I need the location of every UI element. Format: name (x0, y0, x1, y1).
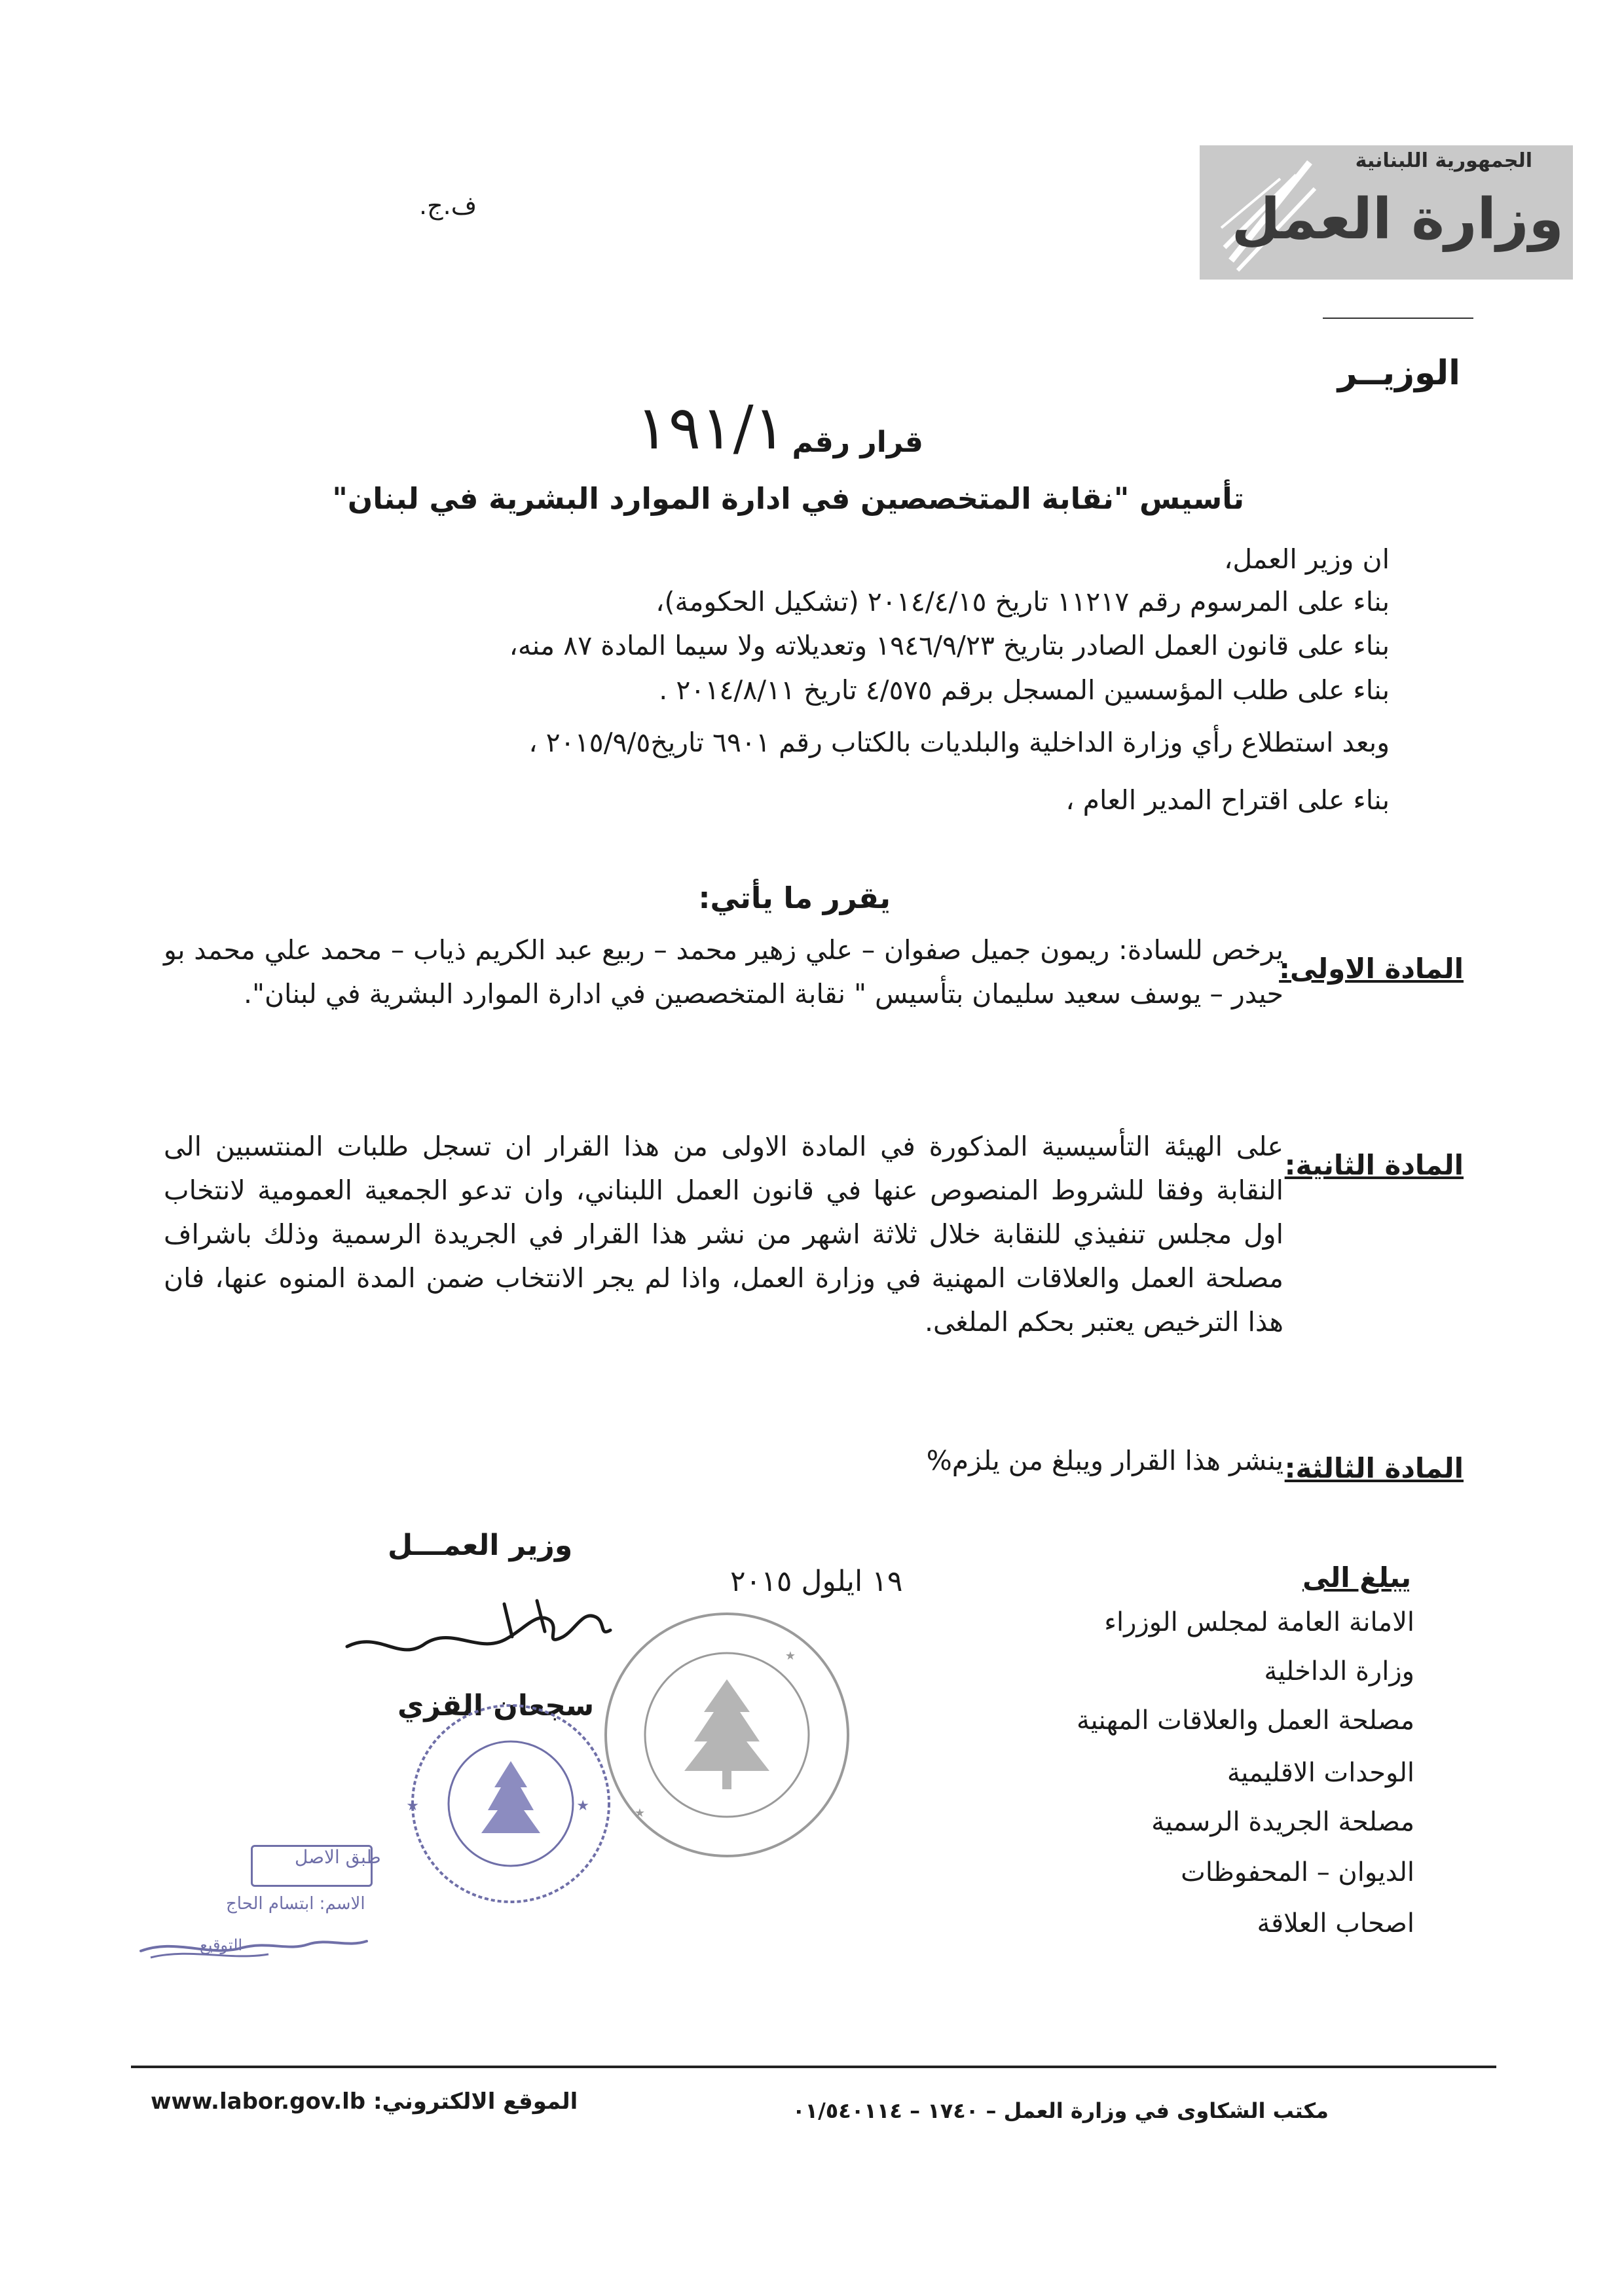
article-2-text: على الهيئة التأسيسية المذكورة في المادة الاولى من هذا القرار ان تسجل طلبات المنتسبين الى النقابة وفقا للشروط المنصوص عنها في قانون العمل اللبناني، وان تدعو الجمعية العمومية لانتخاب اول مجلس تنفيذي للنقابة خلال ثلاثة اشهر من نشر هذا القرار في الجريدة الرسمية وذلك باشراف مصلحة العمل والعلاقات المهنية في وزارة العمل، واذا لم يجر الانتخاب ضمن المدة المنوه عنها، فان هذا الترخيص يعتبر بحكم الملغى. (164, 1131, 1283, 1338)
signatory-name: سجعان القزي (397, 1689, 595, 1722)
decision-label: قرار رقم (792, 426, 923, 459)
republic-name: الجمهورية اللبنانية (1355, 149, 1532, 172)
article-3-label: المادة الثالثة: (1284, 1452, 1464, 1484)
article-2-label: المادة الثانية: (1284, 1149, 1464, 1181)
true-copy-name: الاسم: ابتسام الحاج (226, 1894, 365, 1914)
distribution-item: مصلحة العمل والعلاقات المهنية (1077, 1705, 1414, 1736)
ministry-stamp-icon (406, 1699, 616, 1908)
ministry-name: وزارة العمل (1231, 187, 1564, 252)
svg-text:★: ★ (634, 1806, 645, 1820)
signature-date: ١٩ ايلول ٢٠١٥ (730, 1565, 903, 1598)
ministry-seal-icon (599, 1607, 855, 1863)
decides-heading: يقرر ما يأتي: (698, 881, 891, 915)
true-copy-label: طبق الاصل (295, 1846, 381, 1868)
handwritten-signature (341, 1591, 616, 1669)
preamble-line: بناء على اقتراح المدير العام ، (1065, 784, 1390, 816)
footer-complaints: مكتب الشكاوى في وزارة العمل – ١٧٤٠ – ٠١/٥٤٠١١٤ (792, 2098, 1329, 2123)
decision-subject: تأسيس "نقابة المتخصصين في ادارة الموارد البشرية في لبنان" (332, 481, 1244, 516)
copy-signature-scribble (138, 1912, 373, 1971)
true-copy-sign-label: التوقيع (200, 1936, 243, 1954)
preamble-line: وبعد استطلاع رأي وزارة الداخلية والبلديات بالكتاب رقم ٦٩٠١ تاريخ٢٠١٥/٩/٥ ، (528, 727, 1390, 758)
distribution-item: الامانة العامة لمجلس الوزراء (1104, 1607, 1414, 1637)
distribution-item: وزارة الداخلية (1264, 1656, 1414, 1686)
distribution-title: يبلغ الى (1302, 1561, 1411, 1594)
article-1-label: المادة الاولى: (1279, 953, 1464, 985)
footer-website (151, 2088, 578, 2115)
signatory-title: وزير العمـــل (388, 1529, 573, 1562)
svg-text:★: ★ (576, 1798, 589, 1814)
svg-text:★: ★ (784, 1649, 796, 1663)
website-label: الموقع الالكتروني: (373, 2088, 578, 2115)
reference-code: ف.ج. (419, 191, 477, 220)
distribution-item: الوحدات الاقليمية (1227, 1758, 1414, 1788)
header-divider (1323, 318, 1473, 319)
article-3-text: ينشر هذا القرار ويبلغ من يلزم% (926, 1445, 1283, 1476)
distribution-item: اصحاب العلاقة (1257, 1908, 1414, 1939)
distribution-item: مصلحة الجريدة الرسمية (1151, 1807, 1414, 1837)
footer-divider (131, 2066, 1496, 2068)
preamble-line: بناء على قانون العمل الصادر بتاريخ ١٩٤٦/٩/٢٣ وتعديلاته ولا سيما المادة ٨٧ منه، (509, 630, 1390, 661)
preamble-line: بناء على طلب المؤسسين المسجل برقم ٤/٥٧٥ تاريخ ٢٠١٤/٨/١١ . (659, 674, 1390, 706)
preamble-line: ان وزير العمل، (1224, 543, 1390, 575)
svg-text:★: ★ (406, 1798, 419, 1814)
article-1-text: يرخص للسادة: ريمون جميل صفوان – علي زهير محمد – ربيع عبد الكريم ذياب – محمد علي محمد بو حيدر – يوسف سعيد سليمان بتأسيس " نقابة المتخصصين في ادارة الموارد البشرية في لبنان". (164, 934, 1283, 1010)
decision-number: ١٩١/١ (636, 393, 786, 463)
website-url[interactable]: www.labor.gov.lb (151, 2088, 366, 2115)
office-title: الوزيــر (1337, 354, 1460, 393)
preamble-line: بناء على المرسوم رقم ١١٢١٧ تاريخ ٢٠١٤/٤/١٥ (تشكيل الحكومة)، (655, 586, 1390, 617)
distribution-item: الديوان – المحفوظات (1181, 1857, 1414, 1887)
